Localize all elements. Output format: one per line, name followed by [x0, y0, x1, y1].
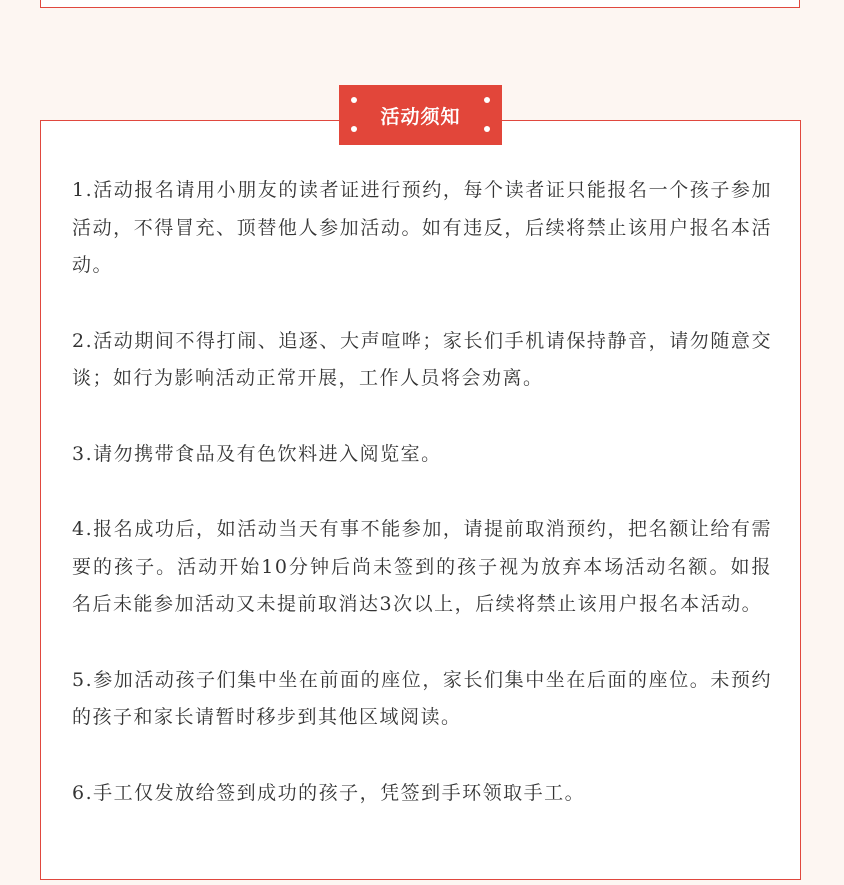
badge-dot-decoration [484, 97, 490, 103]
notice-item-2: 2.活动期间不得打闹、追逐、大声喧哗；家长们手机请保持静音，请勿随意交谈；如行为影响活动正常开展，工作人员将会劝离。 [72, 329, 772, 389]
notice-item-5: 5.参加活动孩子们集中坐在前面的座位，家长们集中坐在后面的座位。未预约的孩子和家长请暂时移步到其他区域阅读。 [72, 668, 772, 728]
section-title: 活动须知 [380, 105, 461, 128]
badge-dot-decoration [484, 126, 490, 132]
section-title-badge [339, 85, 502, 145]
notice-item-6: 6.手工仅发放给签到成功的孩子，凭签到手环领取手工。 [72, 781, 586, 804]
previous-section-box [40, 0, 800, 8]
badge-dot-decoration [351, 126, 357, 132]
notice-item-4: 4.报名成功后，如活动当天有事不能参加，请提前取消预约，把名额让给有需要的孩子。活动开始10分钟后尚未签到的孩子视为放弃本场活动名额。如报名后未能参加活动又未提前取消达3次以上，后续将禁止该用户报名本活动。 [72, 518, 772, 615]
badge-dot-decoration [351, 97, 357, 103]
notice-item-1: 1.活动报名请用小朋友的读者证进行预约，每个读者证只能报名一个孩子参加活动，不得冒充、顶替他人参加活动。如有违反，后续将禁止该用户报名本活动。 [72, 179, 772, 276]
notice-list [72, 172, 772, 850]
notice-item-3: 3.请勿携带食品及有色饮料进入阅览室。 [72, 442, 442, 465]
